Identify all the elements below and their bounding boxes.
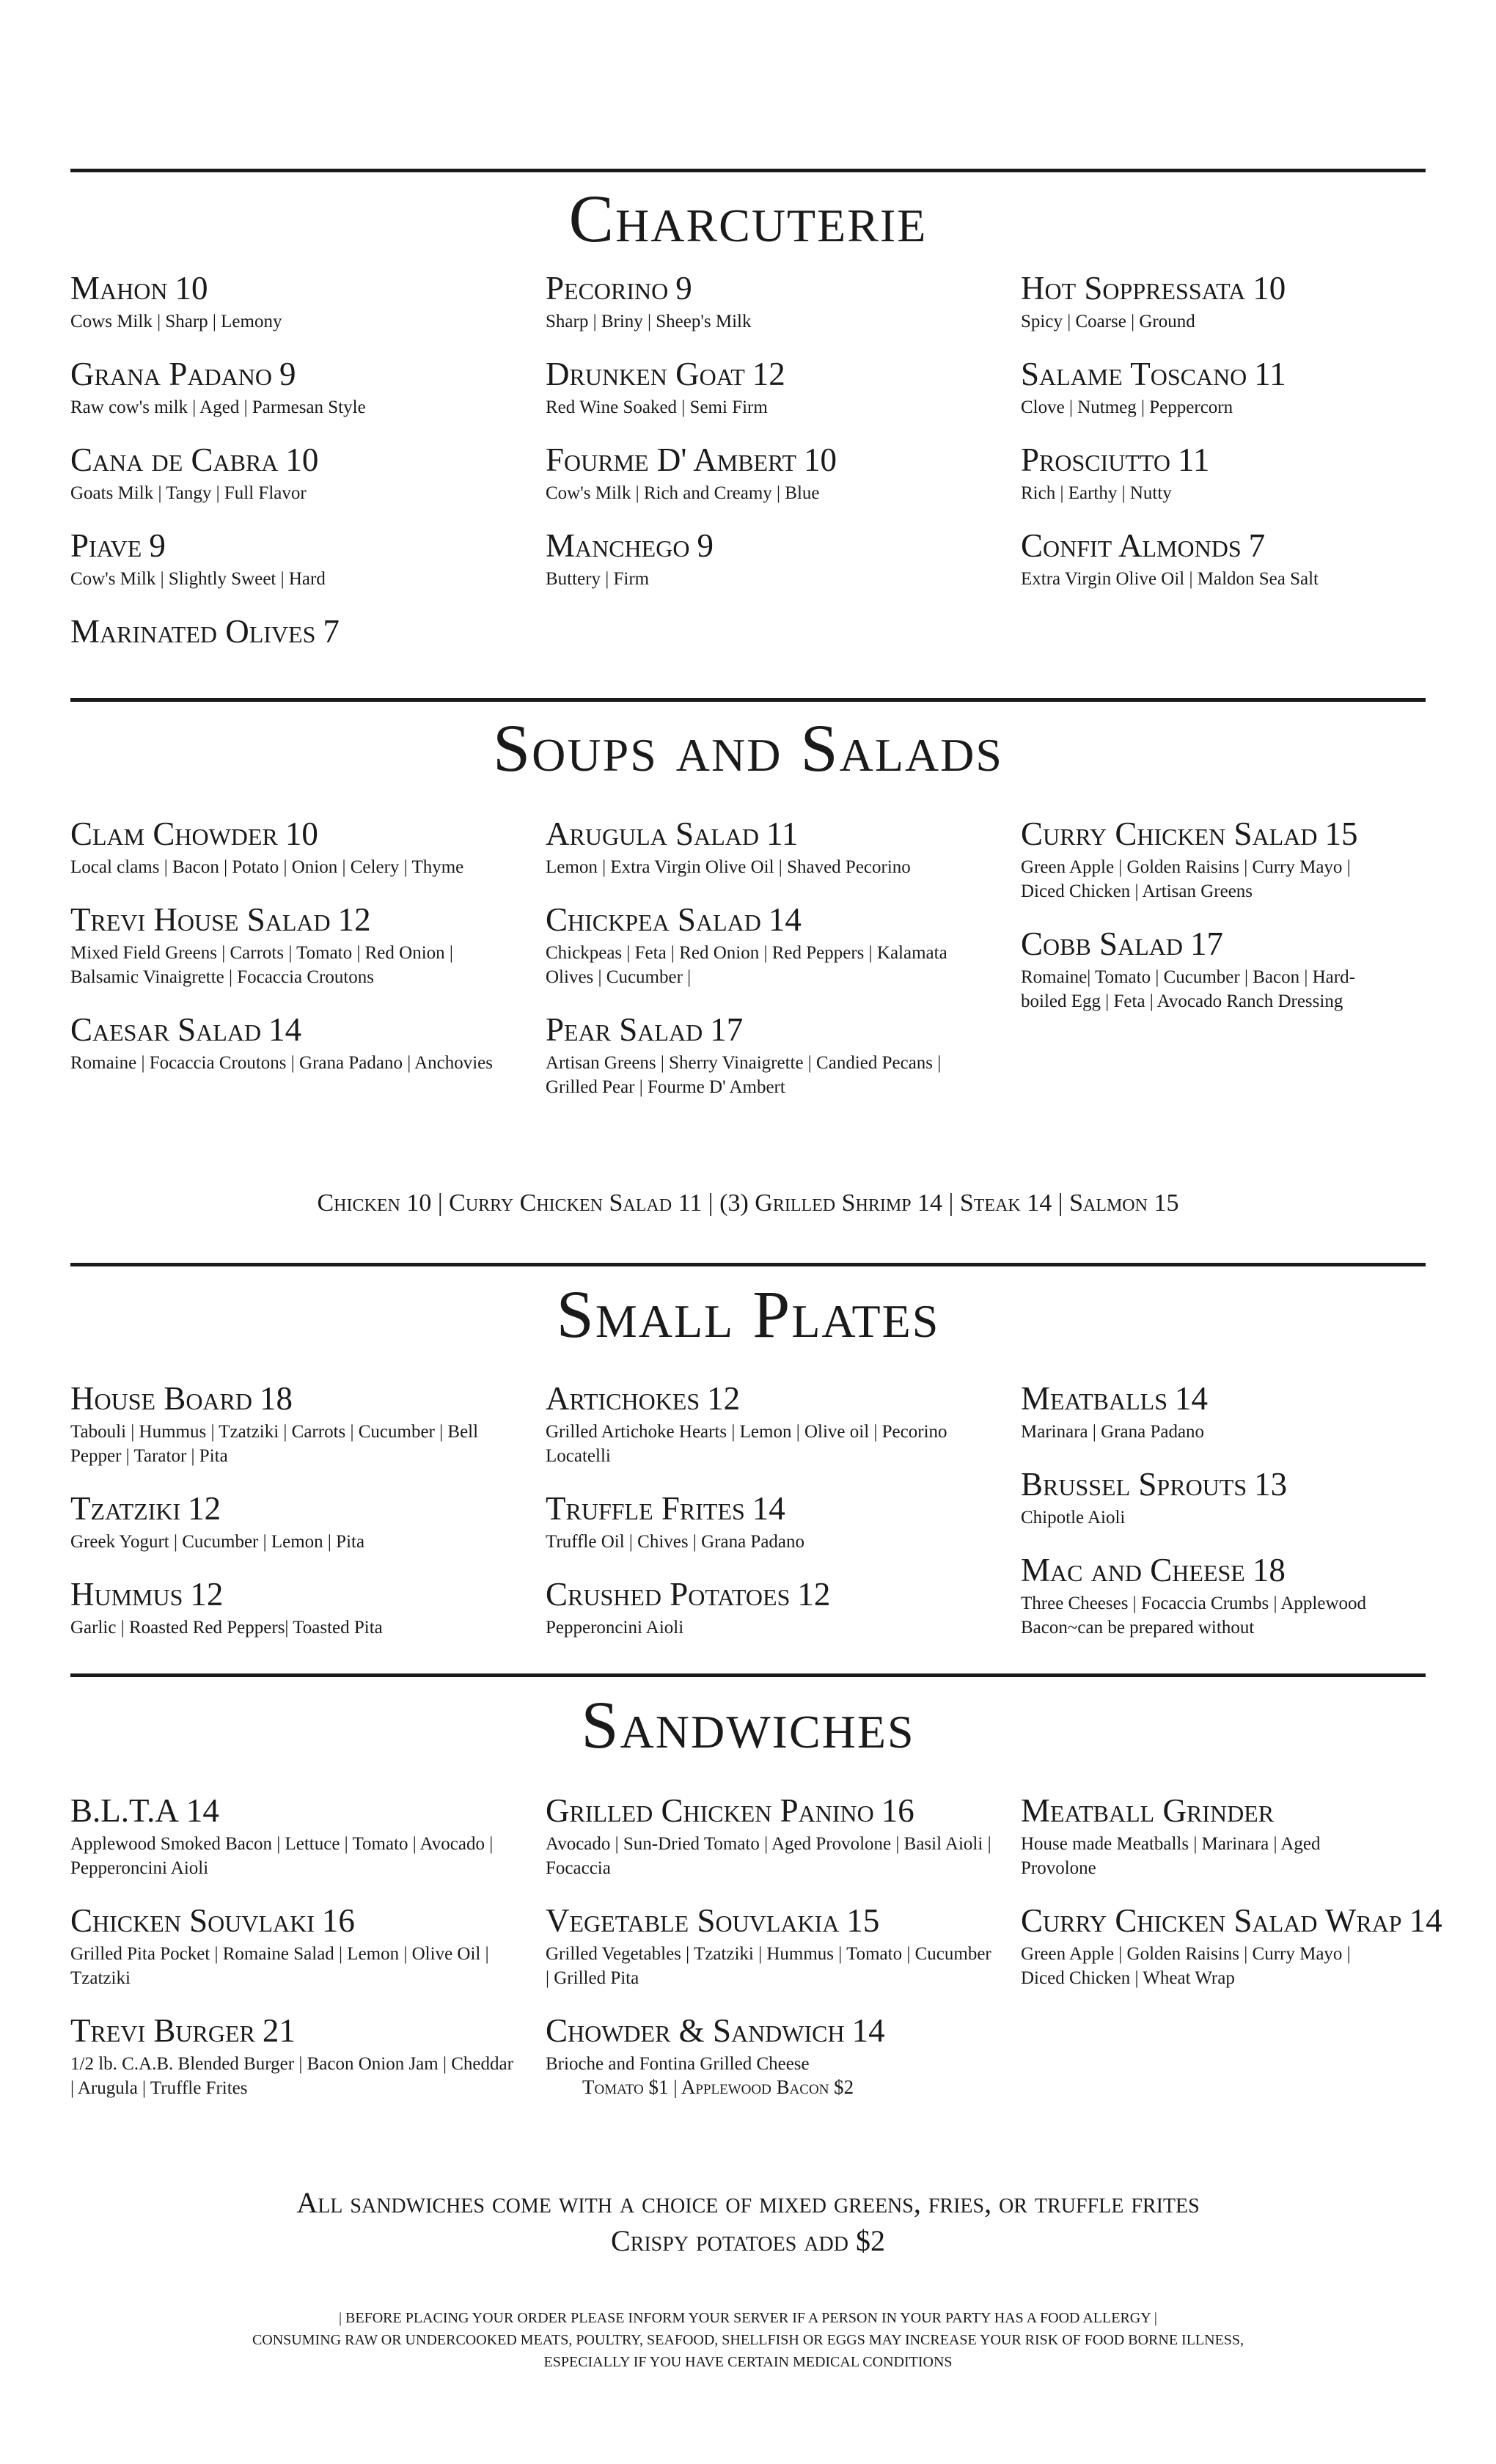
menu-item [1021, 1791, 1426, 1880]
menu-item-name: Chowder & Sandwich [546, 2012, 845, 2049]
section-divider [70, 1263, 1426, 1266]
soups-salads-grid [70, 814, 1426, 1120]
menu-item [1021, 440, 1426, 505]
menu-item-description: Romaine | Focaccia Croutons | Grana Padano | Anchovies [70, 1053, 493, 1073]
menu-item-name: Piave [70, 527, 142, 564]
menu-item-extras: Tomato $1 | Applewood Bacon $2 [582, 2076, 854, 2098]
menu-item-title [546, 268, 1021, 308]
menu-item-price: 9 [149, 527, 166, 564]
menu-item-description: Spicy | Coarse | Ground [1021, 312, 1195, 331]
menu-item-price: 17 [710, 1011, 744, 1048]
menu-item-title [546, 1379, 1021, 1418]
section-title-charcuterie: Charcuterie [568, 181, 928, 256]
menu-column [546, 1791, 1021, 2121]
menu-item-name: Hummus [70, 1576, 183, 1613]
menu-item [546, 1489, 1021, 1554]
menu-column [70, 1791, 546, 2121]
menu-item-price: 14 [186, 1792, 219, 1829]
menu-item-name: Cobb Salad [1021, 925, 1183, 962]
menu-item-description: Grilled Pita Pocket | Romaine Salad | Lemon | Olive Oil | Tzatziki [70, 1944, 489, 1988]
menu-item-price: 7 [1248, 527, 1266, 564]
menu-item-title [70, 1574, 546, 1614]
menu-item-price: 10 [1253, 270, 1286, 307]
menu-item-price: 16 [881, 1792, 914, 1829]
section-divider [70, 1673, 1426, 1677]
menu-item-price: 14 [752, 1490, 785, 1527]
menu-column [546, 268, 1021, 672]
menu-item-price: 7 [323, 613, 340, 650]
menu-item-price: 16 [321, 1902, 355, 1939]
menu-item-name: Grilled Chicken Panino [546, 1792, 874, 1829]
menu-item-title [70, 526, 546, 565]
menu-item-description: Red Wine Soaked | Semi Firm [546, 397, 768, 417]
menu-item [70, 900, 546, 989]
menu-item-price: 11 [1254, 356, 1286, 392]
menu-item-description: Romaine| Tomato | Cucumber | Bacon | Hard-boiled Egg | Feta | Avocado Ranch Dressing [1021, 967, 1355, 1011]
menu-item-name: Pear Salad [546, 1011, 703, 1048]
menu-item [1021, 1901, 1442, 1990]
menu-item-description: Applewood Smoked Bacon | Lettuce | Tomato | Avocado | Pepperoncini Aioli [70, 1834, 494, 1878]
menu-item-title [1021, 1550, 1426, 1590]
section-title-soups-salads: Soups and Salads [493, 711, 1003, 785]
menu-item-price: 15 [1324, 815, 1358, 852]
menu-item [546, 2011, 1021, 2099]
menu-item-name: Drunken Goat [546, 356, 745, 392]
menu-item-title [70, 268, 546, 308]
menu-item-title [546, 2011, 1021, 2050]
menu-item-description: Cows Milk | Sharp | Lemony [70, 312, 282, 331]
menu-item [546, 814, 1021, 879]
menu-item-name: Meatballs [1021, 1380, 1168, 1417]
menu-item-name: Curry Chicken Salad Wrap [1021, 1902, 1402, 1939]
menu-item-name: Marinated Olives [70, 613, 316, 650]
sandwich-note [70, 2184, 1426, 2260]
menu-item-name: Salame Toscano [1021, 356, 1247, 392]
charcuterie-grid [70, 268, 1426, 672]
menu-item [70, 526, 546, 591]
menu-item-description: Garlic | Roasted Red Peppers| Toasted Pita [70, 1618, 383, 1638]
menu-item-title [1021, 924, 1426, 964]
menu-item-price: 14 [851, 2012, 885, 2049]
menu-item-name: Artichokes [546, 1380, 700, 1417]
menu-item-title [70, 2011, 546, 2050]
section-divider [70, 169, 1426, 172]
menu-item-name: Crushed Potatoes [546, 1576, 791, 1613]
menu-item-name: Confit Almonds [1021, 527, 1242, 564]
menu-item-description: Tabouli | Hummus | Tzatziki | Carrots | Cucumber | Bell Pepper | Tarator | Pita [70, 1422, 479, 1466]
salad-addons: Chicken 10 | Curry Chicken Salad 11 | (3) Grilled Shrimp 14 | Steak 14 | Salmon 15 [317, 1189, 1179, 1217]
menu-item-description: 1/2 lb. C.A.B. Blended Burger | Bacon Onion Jam | Cheddar | Arugula | Truffle Frites [70, 2054, 513, 2098]
menu-item-price: 12 [190, 1576, 224, 1613]
menu-item [1021, 1464, 1426, 1530]
menu-column [70, 268, 546, 672]
menu-item [70, 1791, 546, 1880]
menu-item-name: Fourme D' Ambert [546, 441, 797, 478]
menu-item-description: Local clams | Bacon | Potato | Onion | Celery | Thyme [70, 857, 464, 877]
menu-item-name: Grana Padano [70, 356, 272, 392]
small-plates-grid [70, 1379, 1426, 1660]
menu-item-title [1021, 814, 1426, 854]
menu-item-price: 14 [268, 1011, 302, 1048]
menu-item-title [70, 354, 546, 394]
menu-item-description: Avocado | Sun-Dried Tomato | Aged Provolone | Basil Aioli | Focaccia [546, 1834, 991, 1878]
menu-item-description: Green Apple | Golden Raisins | Curry Mayo | Diced Chicken | Artisan Greens [1021, 857, 1351, 901]
sandwich-note-line1: All sandwiches come with a choice of mixed greens, fries, or truffle frites [296, 2186, 1200, 2219]
menu-item-description: Greek Yogurt | Cucumber | Lemon | Pita [70, 1532, 365, 1552]
menu-item-name: Trevi House Salad [70, 901, 331, 938]
menu-item-title [546, 1010, 1021, 1049]
sandwich-note-line2: Crispy potatoes add $2 [611, 2224, 885, 2257]
menu-item-name: Vegetable Souvlakia [546, 1902, 840, 1939]
menu-item [1021, 1379, 1426, 1444]
menu-item-title [1021, 440, 1426, 480]
menu-column [546, 1379, 1021, 1660]
menu-item-name: Tzatziki [70, 1490, 181, 1527]
menu-item-name: Hot Soppressata [1021, 270, 1246, 307]
menu-item [546, 1379, 1021, 1468]
menu-item-description: Lemon | Extra Virgin Olive Oil | Shaved Pecorino [546, 857, 911, 877]
menu-item-name: Truffle Frites [546, 1490, 745, 1527]
menu-item-title [546, 900, 1021, 939]
menu-item-price: 15 [846, 1902, 880, 1939]
menu-item-title [1021, 526, 1426, 565]
menu-item-title [70, 1901, 546, 1940]
menu-item [546, 526, 1021, 591]
menu-item-title [546, 1791, 1021, 1830]
menu-item-price: 12 [797, 1576, 831, 1613]
menu-item-description: Buttery | Firm [546, 569, 650, 589]
menu-item-name: Cana de Cabra [70, 441, 279, 478]
menu-item-title [70, 1010, 546, 1049]
menu-item-title [70, 1489, 546, 1528]
menu-item-name: House Board [70, 1380, 252, 1417]
menu-item-description: Goats Milk | Tangy | Full Flavor [70, 483, 307, 503]
menu-item [546, 900, 1021, 989]
menu-item-title [546, 440, 1021, 480]
menu-item-title [1021, 354, 1426, 394]
menu-column [1021, 268, 1426, 672]
menu-item-title [546, 526, 1021, 565]
menu-item-title [1021, 1901, 1442, 1940]
menu-column [70, 1379, 546, 1660]
menu-item-description: Three Cheeses | Focaccia Crumbs | Applewood Bacon~can be prepared without [1021, 1594, 1366, 1638]
menu-item-description: Pepperoncini Aioli [546, 1618, 684, 1638]
menu-item-price: 14 [1175, 1380, 1209, 1417]
menu-item-title [1021, 268, 1426, 308]
menu-item-name: Mac and Cheese [1021, 1552, 1245, 1588]
menu-item-price: 12 [337, 901, 371, 938]
menu-item-name: Curry Chicken Salad [1021, 815, 1318, 852]
menu-item [70, 814, 546, 879]
sandwiches-grid [70, 1791, 1442, 2121]
menu-item-price: 14 [768, 901, 802, 938]
menu-item [546, 268, 1021, 334]
menu-item-price: 9 [697, 527, 714, 564]
menu-item-name: Chickpea Salad [546, 901, 761, 938]
menu-item [1021, 526, 1426, 591]
menu-item [70, 1489, 546, 1554]
menu-item [546, 1574, 1021, 1640]
menu-item-description: Cow's Milk | Slightly Sweet | Hard [70, 569, 326, 589]
menu-item [546, 440, 1021, 505]
menu-item-description: Extra Virgin Olive Oil | Maldon Sea Salt [1021, 569, 1319, 589]
menu-item [70, 354, 546, 419]
menu-item-name: Prosciutto [1021, 441, 1171, 478]
menu-item-title [70, 612, 546, 651]
menu-item-description: Brioche and Fontina Grilled Cheese [546, 2054, 810, 2074]
menu-item-name: Brussel Sprouts [1021, 1466, 1247, 1503]
menu-item [70, 1010, 546, 1075]
menu-item-description: Chipotle Aioli [1021, 1508, 1126, 1528]
menu-item-description: Green Apple | Golden Raisins | Curry Mayo | Diced Chicken | Wheat Wrap [1021, 1944, 1351, 1988]
menu-item-description: Grilled Vegetables | Tzatziki | Hummus | Tomato | Cucumber | Grilled Pita [546, 1944, 991, 1988]
menu-item-description: Clove | Nutmeg | Peppercorn [1021, 397, 1233, 417]
menu-item-description: House made Meatballs | Marinara | Aged Provolone [1021, 1834, 1321, 1878]
menu-item [70, 440, 546, 505]
menu-item [546, 1791, 1021, 1880]
menu-item-price: 21 [262, 2012, 296, 2049]
menu-item-name: Clam Chowder [70, 815, 278, 852]
menu-item-name: Pecorino [546, 270, 669, 307]
menu-item-price: 18 [260, 1380, 293, 1417]
menu-item [1021, 814, 1426, 903]
menu-item-price: 9 [675, 270, 692, 307]
disclaimer-line1: | BEFORE PLACING YOUR ORDER PLEASE INFORM YOUR SERVER IF A PERSON IN YOUR PARTY HAS A FOOD ALLERGY | [339, 2310, 1157, 2326]
menu-column [546, 814, 1021, 1120]
menu-item [70, 1379, 546, 1468]
menu-item-title [1021, 1791, 1426, 1830]
menu-item-title [546, 814, 1021, 854]
menu-item-name: Mahon [70, 270, 168, 307]
menu-item-name: Chicken Souvlaki [70, 1902, 315, 1939]
menu-item-name: Arugula Salad [546, 815, 759, 852]
menu-item-name: B.L.T.A [70, 1792, 179, 1829]
menu-item-title [546, 354, 1021, 394]
menu-item [1021, 924, 1426, 1013]
menu-item-price: 14 [1409, 1902, 1442, 1939]
menu-item-description: Marinara | Grana Padano [1021, 1422, 1205, 1442]
menu-item-price: 12 [752, 356, 785, 392]
menu-item [70, 1901, 546, 1990]
menu-item-price: 10 [285, 441, 319, 478]
menu-item-description: Raw cow's milk | Aged | Parmesan Style [70, 397, 366, 417]
menu-item-price: 11 [766, 815, 799, 852]
menu-item-price: 12 [707, 1380, 741, 1417]
menu-column [1021, 1379, 1426, 1660]
menu-column [70, 814, 546, 1120]
section-title-small-plates: Small Plates [556, 1277, 940, 1352]
menu-item-description: Artisan Greens | Sherry Vinaigrette | Candied Pecans | Grilled Pear | Fourme D' Ambert [546, 1053, 942, 1097]
menu-item [546, 354, 1021, 419]
menu-item-title [546, 1489, 1021, 1528]
disclaimer-line2: CONSUMING RAW OR UNDERCOOKED MEATS, POULTRY, SEAFOOD, SHELLFISH OR EGGS MAY INCREASE YOUR RISK OF FOOD BORNE ILLNESS, [252, 2332, 1244, 2348]
menu-item-price: 10 [175, 270, 208, 307]
menu-item [546, 1901, 1021, 1990]
menu-item-description: Mixed Field Greens | Carrots | Tomato | Red Onion | Balsamic Vinaigrette | Focaccia Croutons [70, 943, 453, 987]
menu-item [70, 268, 546, 334]
allergy-disclaimer [70, 2307, 1426, 2373]
menu-item-title [1021, 1464, 1426, 1504]
menu-item-title [1021, 1379, 1426, 1418]
menu-item-price: 12 [188, 1490, 221, 1527]
menu-item-title [70, 814, 546, 854]
menu-item-price: 9 [279, 356, 296, 392]
menu-item [70, 1574, 546, 1640]
menu-item-description: Sharp | Briny | Sheep's Milk [546, 312, 752, 331]
menu-item-title [70, 1791, 546, 1830]
menu-item-name: Trevi Burger [70, 2012, 255, 2049]
menu-item [1021, 354, 1426, 419]
menu-column [1021, 814, 1426, 1120]
menu-item-description: Grilled Artichoke Hearts | Lemon | Olive oil | Pecorino Locatelli [546, 1422, 947, 1466]
menu-item [546, 1010, 1021, 1099]
menu-item-price: 10 [285, 815, 318, 852]
menu-column [1021, 1791, 1442, 2121]
menu-item [1021, 1550, 1426, 1640]
menu-item-title [70, 1379, 546, 1418]
menu-item-name: Caesar Salad [70, 1011, 262, 1048]
section-title-sandwiches: Sandwiches [581, 1687, 915, 1762]
menu-item [1021, 268, 1426, 334]
menu-item-price: 18 [1252, 1552, 1286, 1588]
section-divider [70, 698, 1426, 702]
menu-item-price: 13 [1254, 1466, 1288, 1503]
menu-item-price: 10 [804, 441, 837, 478]
menu-item-description: Truffle Oil | Chives | Grana Padano [546, 1532, 805, 1552]
menu-item-description: Chickpeas | Feta | Red Onion | Red Peppers | Kalamata Olives | Cucumber | [546, 943, 947, 987]
menu-item-title [546, 1574, 1021, 1614]
menu-item-title [70, 900, 546, 939]
menu-item-price: 17 [1189, 925, 1223, 962]
menu-item-description: Cow's Milk | Rich and Creamy | Blue [546, 483, 820, 503]
menu-item-price: 11 [1178, 441, 1210, 478]
menu-item [70, 2011, 546, 2100]
menu-item-description: Rich | Earthy | Nutty [1021, 483, 1172, 503]
menu-item-name: Meatball Grinder [1021, 1792, 1275, 1829]
menu-item-name: Manchego [546, 527, 690, 564]
menu-item-title [70, 440, 546, 480]
menu-item-title [546, 1901, 1021, 1940]
disclaimer-line3: ESPECIALLY IF YOU HAVE CERTAIN MEDICAL CONDITIONS [543, 2354, 953, 2370]
menu-item [70, 612, 546, 651]
